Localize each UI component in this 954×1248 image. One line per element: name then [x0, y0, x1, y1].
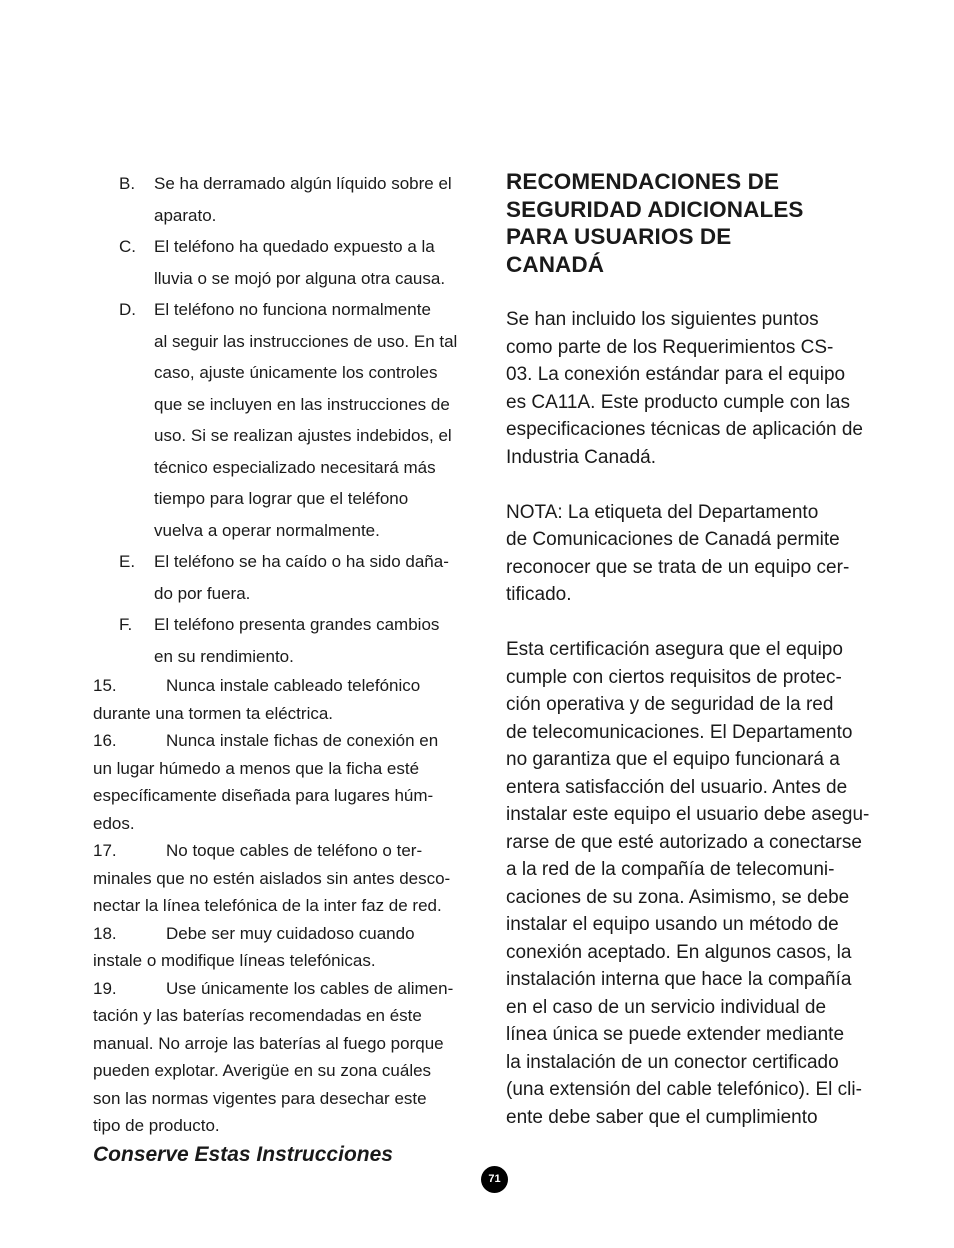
paragraph-line: Esta certificación asegura que el equipo [506, 639, 843, 660]
item-first-line [93, 975, 488, 1003]
paragraph-line: ción operativa y de seguridad de la red [506, 694, 834, 715]
item-first-line [93, 837, 488, 865]
item-text: Nunca instale cableado telefónico [166, 676, 421, 695]
paragraph-line: de telecomunicaciones. El Departamento [506, 721, 853, 743]
item-number: 16. [93, 731, 117, 750]
closing-note: Conserve Estas Instrucciones [93, 1142, 393, 1166]
item-text-line: El teléfono se ha caído o ha sido daña- [154, 552, 449, 571]
lettered-item [93, 546, 488, 609]
lettered-item [93, 609, 488, 672]
paragraph-line: Se han incluido los siguientes puntos [506, 309, 819, 330]
item-text: Nunca instale fichas de conexión en [166, 731, 439, 750]
item-first-line [93, 727, 488, 755]
paragraphs [506, 306, 901, 1131]
item-text: No toque cables de teléfono o ter- [166, 841, 423, 860]
item-number: 17. [93, 841, 117, 860]
item-number: 15. [93, 676, 117, 695]
paragraph-line: reconocer que se trata de un equipo cer- [506, 556, 850, 578]
item-text-line: Se ha derramado algún líquido sobre el [154, 174, 452, 193]
item-text-line: tación y las baterías recomendadas en éste [93, 1006, 422, 1025]
item-first-line [93, 672, 488, 700]
paragraph-line: entera satisfacción del usuario. Antes de [506, 776, 848, 798]
item-text-line: son las normas vigentes para desechar este [93, 1088, 427, 1108]
item-text-line: minales que no estén aislados sin antes desco- [93, 868, 451, 888]
paragraph-line: la instalación de un conector certificado [506, 1051, 839, 1073]
paragraph-line: Industria Canadá. [506, 446, 656, 468]
item-text-line: un lugar húmedo a menos que la ficha esté [93, 758, 420, 778]
item-text-line: en su rendimiento. [154, 646, 294, 666]
item-text-line: caso, ajuste únicamente los controles [154, 363, 438, 382]
paragraph-line: conexión aceptado. En algunos casos, la [506, 941, 852, 963]
lettered-item [93, 231, 488, 294]
item-letter: D. [119, 300, 136, 319]
item-text-line: manual. No arroje las baterías al fuego porque [93, 1033, 444, 1053]
item-text-line: específicamente diseñada para lugares húm- [93, 786, 434, 805]
sub-item-list [93, 168, 488, 672]
heading-line: CANADÁ [506, 251, 605, 277]
right-column [506, 168, 901, 1131]
paragraph-line: instalación interna que hace la compañía [506, 969, 852, 990]
item-text-line: vuelva a operar normalmente. [154, 520, 380, 540]
paragraph-line: como parte de los Requerimientos CS- [506, 336, 834, 358]
item-text-line: pueden explotar. Averigüe en su zona cuáles [93, 1061, 432, 1080]
paragraph-line: en el caso de un servicio individual de [506, 996, 827, 1018]
left-column [93, 168, 488, 1170]
numbered-item [93, 975, 488, 1140]
item-text-line: tipo de producto. [93, 1116, 220, 1135]
paragraph-line: instalar este equipo el usuario debe asegu- [506, 804, 870, 825]
numbered-item [93, 920, 488, 975]
lettered-item [93, 294, 488, 546]
paragraph-line: especificaciones técnicas de aplicación de [506, 419, 863, 440]
heading-line: PARA USUARIOS DE [506, 224, 732, 249]
lettered-item [93, 168, 488, 231]
numbered-item [93, 672, 488, 727]
paragraph-line: línea única se puede extender mediante [506, 1024, 845, 1045]
item-letter: E. [119, 552, 136, 571]
paragraph [506, 499, 901, 609]
paragraph-line: (una extensión del cable telefónico). El cli- [506, 1079, 862, 1100]
paragraph-line: no garantiza que el equipo funcionará a [506, 749, 840, 770]
paragraph-line: rarse de que esté autorizado a conectarse [506, 831, 862, 853]
paragraph [506, 306, 901, 471]
item-text-line: aparato. [154, 205, 217, 225]
paragraph [506, 636, 901, 1131]
section-heading [506, 168, 901, 278]
paragraph-line: ente debe saber que el cumplimiento [506, 1106, 818, 1128]
heading-line: SEGURIDAD ADICIONALES [506, 196, 804, 222]
numbered-item [93, 837, 488, 920]
item-text-line: edos. [93, 813, 135, 833]
item-first-line [93, 920, 488, 948]
paragraph-line: es CA11A. Este producto cumple con las [506, 391, 850, 413]
paragraph-line: a la red de la compañía de telecomuni- [506, 859, 835, 880]
page-number-badge: 71 [481, 1166, 508, 1193]
paragraph-line: NOTA: La etiqueta del Departamento [506, 501, 819, 523]
item-text-line: lluvia o se mojó por alguna otra causa. [154, 268, 446, 288]
item-letter: B. [119, 174, 136, 193]
paragraph-line: 03. La conexión estándar para el equipo [506, 364, 846, 385]
paragraph-line: cumple con ciertos requisitos de protec- [506, 666, 842, 688]
item-letter: F. [119, 615, 133, 634]
item-text: Use únicamente los cables de alimen- [166, 978, 454, 998]
item-text-line: técnico especializado necesitará más [154, 457, 436, 477]
item-text-line: que se incluyen en las instrucciones de [154, 394, 450, 414]
heading-line: RECOMENDACIONES DE [506, 169, 780, 194]
paragraph-line: de Comunicaciones de Canadá permite [506, 529, 840, 550]
item-text: Debe ser muy cuidadoso cuando [166, 923, 415, 943]
item-number: 18. [93, 923, 117, 943]
paragraph-line: caciones de su zona. Asimismo, se debe [506, 886, 850, 908]
item-text-line: tiempo para lograr que el teléfono [154, 489, 409, 508]
item-text-line: al seguir las instrucciones de uso. En tal [154, 331, 458, 351]
item-text-line: El teléfono presenta grandes cambios [154, 615, 440, 634]
item-text-line: uso. Si se realizan ajustes indebidos, el [154, 426, 452, 445]
item-text-line: El teléfono no funciona normalmente [154, 300, 431, 319]
numbered-item [93, 727, 488, 837]
item-text-line: do por fuera. [154, 583, 251, 603]
numbered-item-list [93, 672, 488, 1140]
paragraph-line: tificado. [506, 584, 572, 605]
item-text-line: El teléfono ha quedado expuesto a la [154, 237, 435, 256]
item-text-line: nectar la línea telefónica de la inter faz de red. [93, 896, 442, 915]
item-number: 19. [93, 978, 117, 998]
paragraph-line: instalar el equipo usando un método de [506, 914, 839, 935]
item-text-line: instale o modifique líneas telefónicas. [93, 951, 376, 970]
item-letter: C. [119, 237, 136, 256]
item-text-line: durante una tormen ta eléctrica. [93, 703, 334, 723]
